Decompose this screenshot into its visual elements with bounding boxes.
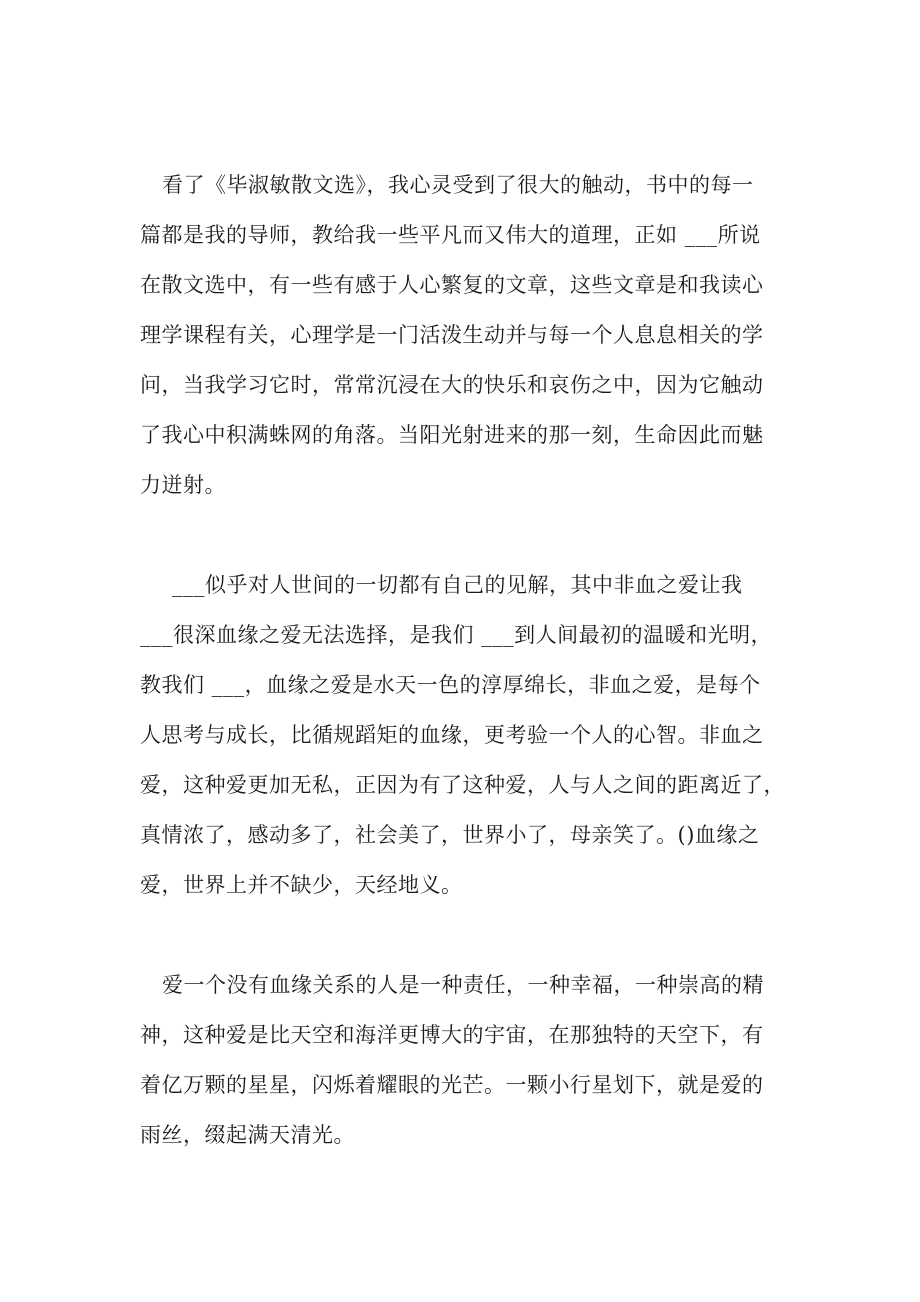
paragraph-1-line-4: 理学课程有关，心理学是一门活泼生动并与每一个人息息相关的学 [140, 323, 764, 347]
paragraph-1-line-5: 问，当我学习它时，常常沉浸在大的快乐和哀伤之中，因为它触动 [140, 373, 764, 397]
paragraph-1-line-3: 在散文选中，有一些有感于人心繁复的文章，这些文章是和我读心 [140, 273, 764, 297]
paragraph-3-line-4: 雨丝，缀起满天清光。 [140, 1123, 355, 1147]
paragraph-2-line-4: 人思考与成长，比循规蹈矩的血缘，更考验一个人的心智。非血之 [140, 723, 764, 747]
paragraph-2-line-6: 真情浓了，感动多了，社会美了，世界小了，母亲笑了。()血缘之 [140, 823, 760, 847]
paragraph-3-line-3: 着亿万颗的星星，闪烁着耀眼的光芒。一颗小行星划下，就是爱的 [140, 1073, 764, 1097]
paragraph-2-line-2: ___很深血缘之爱无法选择，是我们 ___到人间最初的温暖和光明， [140, 623, 773, 647]
paragraph-1-line-7: 力迸射。 [140, 473, 226, 497]
paragraph-2-line-7: 爱，世界上并不缺少，天经地义。 [140, 873, 463, 897]
paragraph-2-line-5: 爱，这种爱更加无私，正因为有了这种爱，人与人之间的距离近了， [140, 773, 785, 797]
paragraph-1-line-1: 看了《毕淑敏散文选》，我心灵受到了很大的触动，书中的每一 [162, 173, 754, 197]
paragraph-1-line-2: 篇都是我的导师，教给我一些平凡而又伟大的道理，正如 ___所说 [140, 223, 761, 247]
paragraph-2-line-1: ___似乎对人世间的一切都有自己的见解，其中非血之爱让我 [172, 573, 743, 597]
paragraph-2-line-3: 教我们 ___，血缘之爱是水天一色的淳厚绵长，非血之爱，是每个 [140, 673, 761, 697]
paragraph-3-line-1: 爱一个没有血缘关系的人是一种责任，一种幸福，一种崇高的精 [162, 973, 764, 997]
paragraph-1-line-6: 了我心中积满蛛网的角落。当阳光射进来的那一刻，生命因此而魅 [140, 423, 764, 447]
paragraph-3-line-2: 神，这种爱是比天空和海洋更博大的宇宙，在那独特的天空下，有 [140, 1023, 764, 1047]
